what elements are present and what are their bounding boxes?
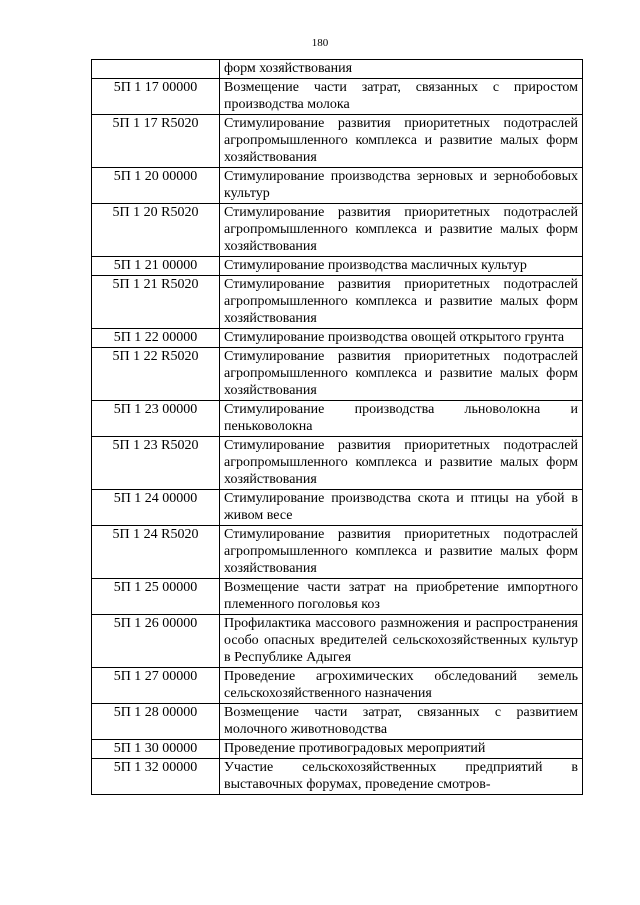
row-name: Возмещение части затрат на приобретение импортного племенного поголовья коз bbox=[220, 579, 583, 615]
row-code: 5П 1 24 R5020 bbox=[92, 526, 220, 579]
row-code: 5П 1 21 00000 bbox=[92, 257, 220, 276]
row-code: 5П 1 20 R5020 bbox=[92, 204, 220, 257]
table-row bbox=[92, 740, 583, 759]
table-row bbox=[92, 437, 583, 490]
budget-classification-table bbox=[91, 59, 583, 795]
table-row bbox=[92, 60, 583, 79]
row-name: Стимулирование развития приоритетных подотраслей агропромышленного комплекса и развитие малых форм хозяйствования bbox=[220, 437, 583, 490]
row-name: Стимулирование производства скота и птицы на убой в живом весе bbox=[220, 490, 583, 526]
row-code: 5П 1 22 00000 bbox=[92, 329, 220, 348]
row-name: Проведение агрохимических обследований земель сельскохозяйственного назначения bbox=[220, 668, 583, 704]
row-name: Стимулирование производства овощей открытого грунта bbox=[220, 329, 583, 348]
row-code: 5П 1 26 00000 bbox=[92, 615, 220, 668]
row-code: 5П 1 20 00000 bbox=[92, 168, 220, 204]
table-row bbox=[92, 348, 583, 401]
table-row bbox=[92, 759, 583, 795]
row-name: Участие сельскохозяйственных предприятий в выставочных форумах, проведение смотров- bbox=[220, 759, 583, 795]
table-row bbox=[92, 401, 583, 437]
row-code: 5П 1 23 00000 bbox=[92, 401, 220, 437]
table-row bbox=[92, 115, 583, 168]
row-name: Возмещение части затрат, связанных с развитием молочного животноводства bbox=[220, 704, 583, 740]
table-row bbox=[92, 79, 583, 115]
page-number: 180 bbox=[311, 37, 329, 49]
table-row bbox=[92, 168, 583, 204]
row-name: Стимулирование развития приоритетных подотраслей агропромышленного комплекса и развитие малых форм хозяйствования bbox=[220, 204, 583, 257]
row-name: Стимулирование производства льноволокна и пеньковолокна bbox=[220, 401, 583, 437]
table-row bbox=[92, 276, 583, 329]
row-name: Стимулирование развития приоритетных подотраслей агропромышленного комплекса и развитие малых форм хозяйствования bbox=[220, 115, 583, 168]
row-name: Профилактика массового размножения и распространения особо опасных вредителей сельскохозяйственных культур в Республике Адыгея bbox=[220, 615, 583, 668]
row-name: Проведение противоградовых мероприятий bbox=[220, 740, 583, 759]
row-name: форм хозяйствования bbox=[220, 60, 583, 79]
row-code: 5П 1 25 00000 bbox=[92, 579, 220, 615]
row-name: Стимулирование производства зерновых и зернобобовых культур bbox=[220, 168, 583, 204]
row-code: 5П 1 23 R5020 bbox=[92, 437, 220, 490]
table-row bbox=[92, 204, 583, 257]
row-code: 5П 1 24 00000 bbox=[92, 490, 220, 526]
table-row bbox=[92, 615, 583, 668]
row-code: 5П 1 27 00000 bbox=[92, 668, 220, 704]
row-code: 5П 1 32 00000 bbox=[92, 759, 220, 795]
row-code: 5П 1 28 00000 bbox=[92, 704, 220, 740]
row-code: 5П 1 17 00000 bbox=[92, 79, 220, 115]
row-name: Стимулирование развития приоритетных подотраслей агропромышленного комплекса и развитие малых форм хозяйствования bbox=[220, 526, 583, 579]
row-code: 5П 1 17 R5020 bbox=[92, 115, 220, 168]
row-name: Стимулирование развития приоритетных подотраслей агропромышленного комплекса и развитие малых форм хозяйствования bbox=[220, 348, 583, 401]
row-name: Стимулирование производства масличных культур bbox=[220, 257, 583, 276]
table-row bbox=[92, 704, 583, 740]
row-code: 5П 1 21 R5020 bbox=[92, 276, 220, 329]
row-name: Стимулирование развития приоритетных подотраслей агропромышленного комплекса и развитие малых форм хозяйствования bbox=[220, 276, 583, 329]
table-body bbox=[92, 60, 583, 795]
row-code bbox=[92, 60, 220, 79]
table-row bbox=[92, 579, 583, 615]
row-code: 5П 1 22 R5020 bbox=[92, 348, 220, 401]
row-name: Возмещение части затрат, связанных с приростом производства молока bbox=[220, 79, 583, 115]
table-row bbox=[92, 490, 583, 526]
table-row bbox=[92, 257, 583, 276]
table-row bbox=[92, 329, 583, 348]
row-code: 5П 1 30 00000 bbox=[92, 740, 220, 759]
table-row bbox=[92, 668, 583, 704]
table-row bbox=[92, 526, 583, 579]
